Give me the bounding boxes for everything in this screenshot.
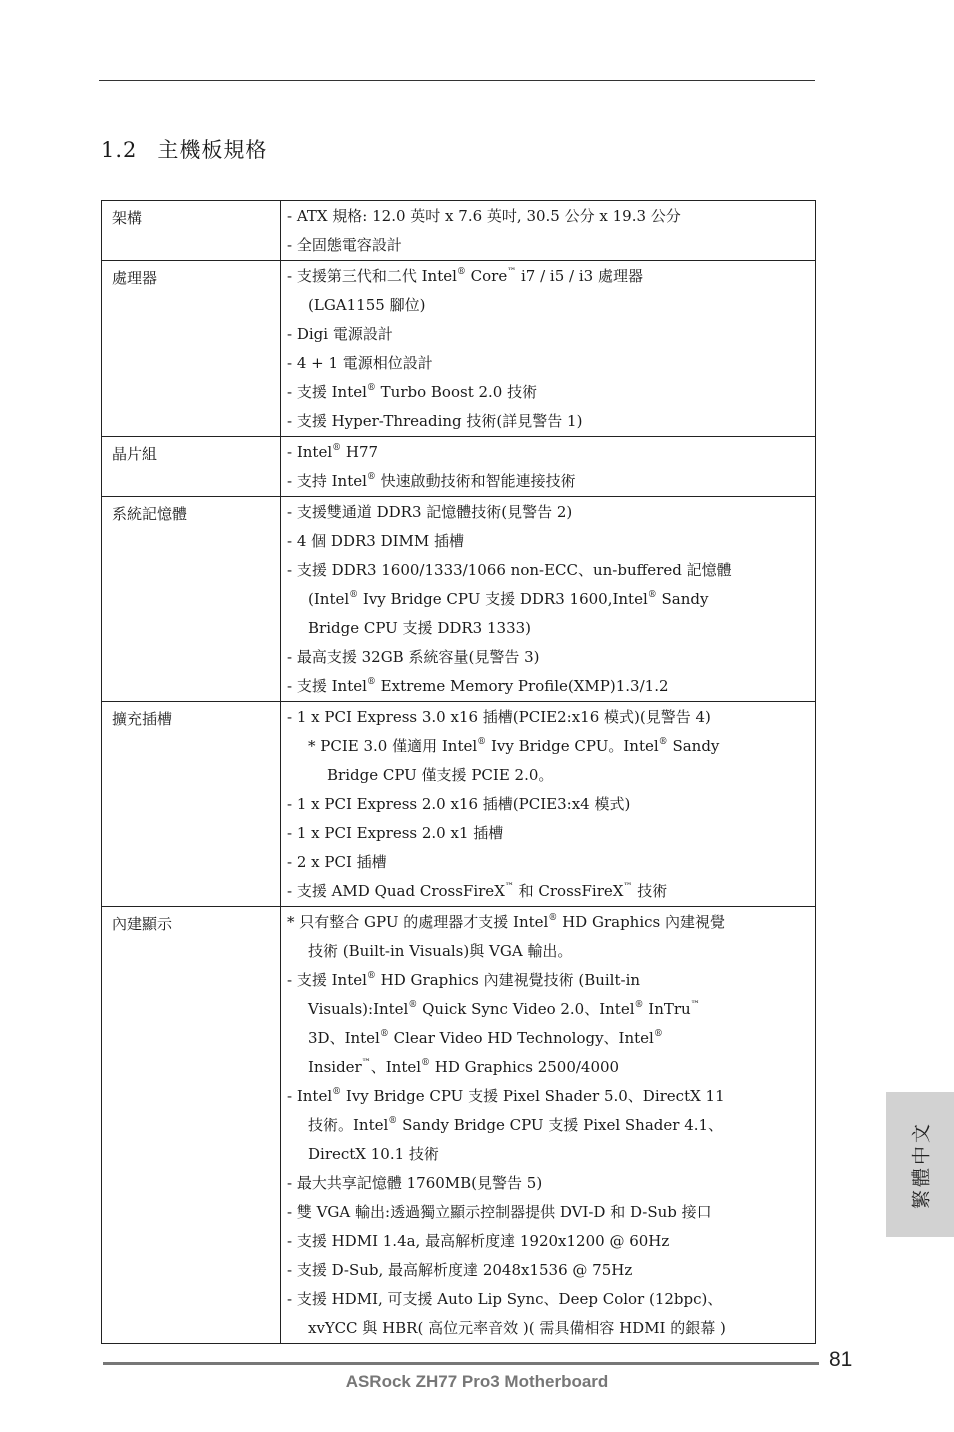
spec-line: 3D、Intel® Clear Video HD Technology、Intel® (308, 1029, 663, 1047)
spec-category: 架構 (102, 201, 281, 261)
spec-line: (Intel® Ivy Bridge CPU 支援 DDR3 1600,Intel® Sandy (308, 590, 709, 608)
spec-line: - 支援 HDMI, 可支援 Auto Lip Sync、Deep Color (12bpc)、 (287, 1290, 723, 1308)
spec-line: - 支援 AMD Quad CrossFireX™ 和 CrossFireX™ 技術 (287, 882, 668, 900)
spec-line: xvYCC 與 HBR( 高位元率音效 )( 需具備相容 HDMI 的銀幕 ) (308, 1319, 726, 1337)
spec-table (101, 200, 816, 1344)
spec-category: 內建顯示 (102, 907, 281, 1344)
spec-row (102, 907, 816, 1344)
spec-category: 處理器 (102, 261, 281, 437)
spec-values (281, 907, 816, 1344)
top-rule (99, 80, 815, 81)
spec-line: - ATX 規格: 12.0 英吋 x 7.6 英吋, 30.5 公分 x 19.3 公分 (287, 207, 681, 225)
spec-line: - 最大共享記憶體 1760MB(見警告 5) (287, 1174, 543, 1192)
spec-line: - 4 個 DDR3 DIMM 插槽 (287, 532, 465, 550)
spec-line: - 1 x PCI Express 2.0 x16 插槽(PCIE3:x4 模式) (287, 795, 631, 813)
section-title: 主機板規格 (157, 138, 268, 162)
spec-line: (LGA1155 腳位) (308, 296, 426, 314)
spec-line: - 2 x PCI 插槽 (287, 853, 387, 871)
spec-row (102, 497, 816, 702)
spec-values (281, 437, 816, 497)
spec-line: - Digi 電源設計 (287, 325, 393, 343)
page-number: 81 (829, 1348, 853, 1371)
spec-line: Bridge CPU 支援 DDR3 1333) (308, 619, 532, 637)
section-heading (101, 134, 267, 164)
spec-line: - 4 + 1 電源相位設計 (287, 354, 433, 372)
language-tab (886, 1092, 954, 1237)
spec-line: DirectX 10.1 技術 (308, 1145, 439, 1163)
spec-line: Bridge CPU 僅支援 PCIE 2.0。 (327, 766, 554, 784)
spec-line: * PCIE 3.0 僅適用 Intel® Ivy Bridge CPU。Intel® Sandy (308, 737, 720, 755)
spec-line: - 支援 Intel® HD Graphics 內建視覺技術 (Built-in (287, 971, 641, 989)
language-tab-label: 繁體中文 (910, 1120, 933, 1209)
footer (0, 1372, 954, 1392)
spec-line: - 支援 Intel® Turbo Boost 2.0 技術 (287, 383, 538, 401)
spec-line: - 支援 DDR3 1600/1333/1066 non-ECC、un-buffered 記憶體 (287, 561, 732, 579)
spec-values (281, 497, 816, 702)
spec-line: - 最高支援 32GB 系統容量(見警告 3) (287, 648, 540, 666)
spec-line: - 支持 Intel® 快速啟動技術和智能連接技術 (287, 472, 576, 490)
spec-row (102, 702, 816, 907)
spec-line: - 支援雙通道 DDR3 記憶體技術(見警告 2) (287, 503, 573, 521)
bottom-rule (103, 1362, 819, 1365)
spec-values (281, 261, 816, 437)
spec-line: Visuals):Intel® Quick Sync Video 2.0、Intel® InTru™ (308, 1000, 700, 1018)
spec-line: 技術 (Built-in Visuals)與 VGA 輸出。 (308, 942, 573, 960)
spec-line: Insider™、Intel® HD Graphics 2500/4000 (308, 1058, 620, 1076)
spec-values (281, 702, 816, 907)
spec-line: * 只有整合 GPU 的處理器才支援 Intel® HD Graphics 內建視覺 (287, 913, 725, 931)
spec-line: - 1 x PCI Express 3.0 x16 插槽(PCIE2:x16 模式)(見警告 4) (287, 708, 711, 726)
spec-category: 系統記憶體 (102, 497, 281, 702)
spec-row (102, 437, 816, 497)
spec-line: - 支援 Intel® Extreme Memory Profile(XMP)1.3/1.2 (287, 677, 669, 695)
spec-line: 技術。Intel® Sandy Bridge CPU 支援 Pixel Shader 4.1、 (308, 1116, 724, 1134)
spec-category: 晶片組 (102, 437, 281, 497)
spec-line: - 支援 HDMI 1.4a, 最高解析度達 1920x1200 @ 60Hz (287, 1232, 670, 1250)
spec-line: - 雙 VGA 輸出:透過獨立顯示控制器提供 DVI-D 和 D-Sub 接口 (287, 1203, 712, 1221)
spec-category: 擴充插槽 (102, 702, 281, 907)
spec-line: - 1 x PCI Express 2.0 x1 插槽 (287, 824, 504, 842)
spec-values (281, 201, 816, 261)
spec-line: - 支援第三代和二代 Intel® Core™ i7 / i5 / i3 處理器 (287, 267, 643, 285)
spec-line: - 支援 D-Sub, 最高解析度達 2048x1536 @ 75Hz (287, 1261, 633, 1279)
spec-line: - 全固態電容設計 (287, 236, 402, 254)
spec-row (102, 201, 816, 261)
spec-line: - 支援 Hyper-Threading 技術(詳見警告 1) (287, 412, 583, 430)
spec-row (102, 261, 816, 437)
spec-line: - Intel® Ivy Bridge CPU 支援 Pixel Shader 5.0、DirectX 11 (287, 1087, 725, 1105)
spec-line: - Intel® H77 (287, 443, 379, 461)
section-number: 1.2 (101, 138, 138, 162)
footer-title: ASRock ZH77 Pro3 Motherboard (345, 1372, 609, 1391)
